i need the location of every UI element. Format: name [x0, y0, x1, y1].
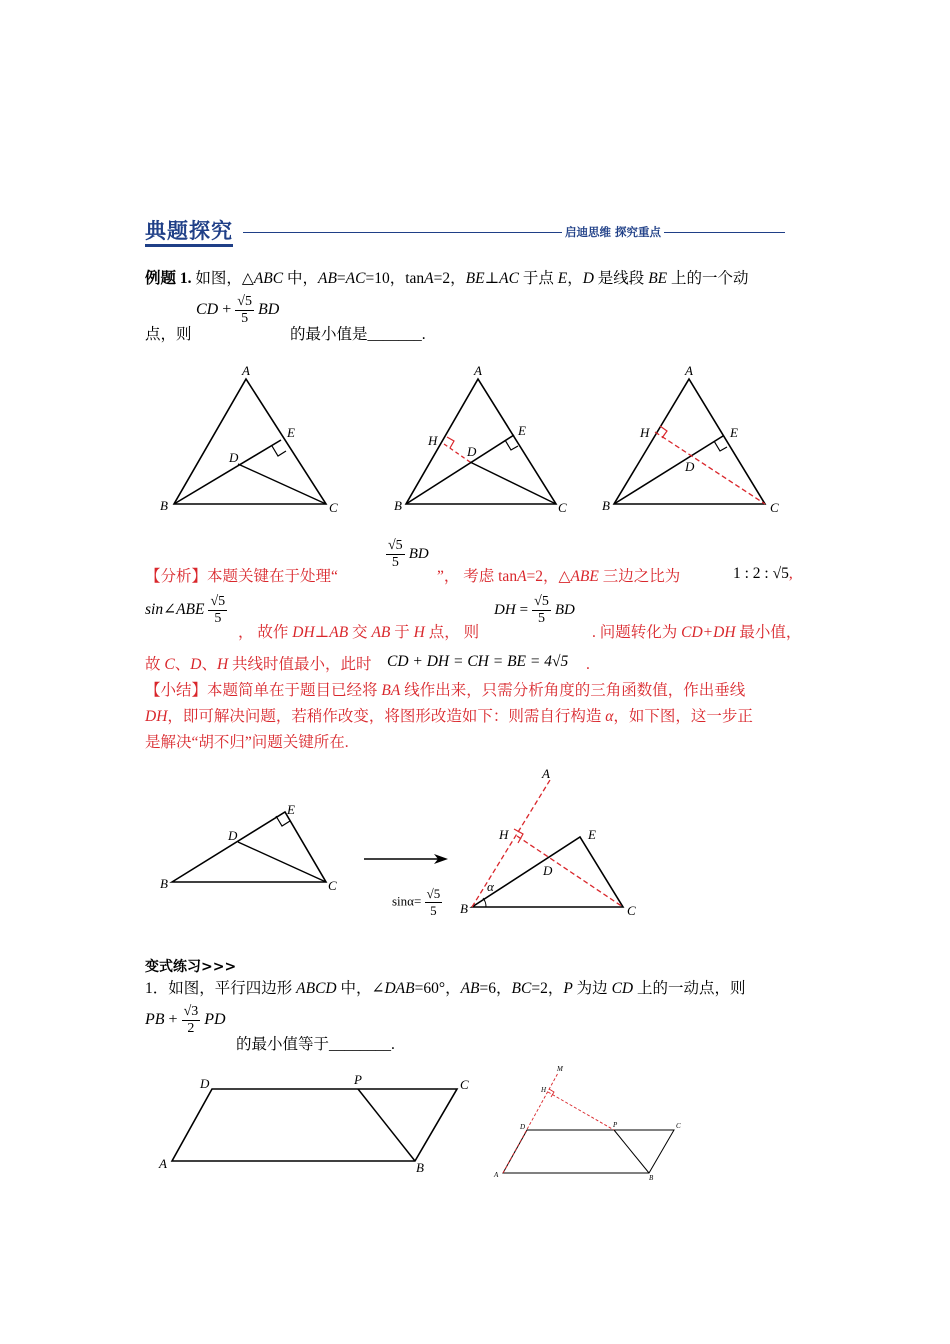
- svg-text:H: H: [499, 827, 509, 842]
- figure-2: [394, 363, 567, 515]
- analysis-line-1-b: ”， 考虑 tanA=2，△ABE 三边之比为: [437, 568, 681, 585]
- example-label: 例题 1.: [145, 270, 192, 287]
- analysis-result-expression: CD + DH = CH = BE = 4√5: [387, 653, 569, 670]
- svg-text:B: B: [602, 498, 610, 513]
- svg-text:C: C: [558, 500, 567, 515]
- analysis-line-2-c: . 问题转化为 CD+DH 最小值，: [592, 624, 802, 641]
- svg-text:E: E: [588, 827, 596, 842]
- svg-text:A: A: [542, 766, 550, 781]
- svg-text:H: H: [428, 433, 438, 448]
- analysis-line-3: 故 C、D、H 共线时值最小，此时: [145, 656, 372, 673]
- figure-3: [602, 363, 779, 515]
- figure-parallelogram-small: [493, 1065, 681, 1182]
- summary-line-3: 是解决“胡不归”问题关键所在.: [145, 734, 349, 751]
- analysis-dh-expression: DH = $\frac{√5}{5}$ BD: [494, 594, 575, 626]
- label-A: A: [242, 363, 250, 378]
- svg-text:E: E: [730, 425, 738, 440]
- summary-line-2: DH，即可解决问题，若稍作改变，将图形改造如下：则需自行构造 α，如下图，这一步正: [145, 708, 753, 725]
- svg-text:H: H: [541, 1086, 547, 1094]
- practice-heading: 变式练习>>>: [145, 959, 237, 975]
- section-title-underline: [145, 244, 233, 247]
- section-rule: [243, 232, 785, 233]
- analysis-line-2: ， 故作 DH⊥AB 交 AB 于 H 点， 则: [238, 624, 480, 641]
- svg-text:C: C: [328, 878, 337, 893]
- svg-text:E: E: [287, 802, 295, 817]
- summary-tag: 【小结】: [145, 682, 208, 699]
- label-D: D: [229, 450, 239, 465]
- svg-text:C: C: [770, 500, 779, 515]
- svg-text:A: A: [474, 363, 482, 378]
- analysis-fraction-1: $\frac{√5}{5}$ BD: [388, 538, 429, 570]
- figure-right-triangle: [460, 766, 636, 918]
- svg-text:B: B: [160, 876, 168, 891]
- svg-text:E: E: [518, 423, 526, 438]
- svg-text:P: P: [613, 1121, 618, 1129]
- analysis-line-1: 【分析】本题关键在于处理“: [145, 568, 338, 585]
- arrow: [364, 854, 448, 864]
- practice-expression: PB + $\frac{√3}{2}$ PD: [145, 1004, 226, 1036]
- svg-text:B: B: [394, 498, 402, 513]
- analysis-line-2-sin: sin∠ABE $\frac{√5}{5}$: [145, 594, 226, 626]
- label-E: E: [287, 425, 295, 440]
- svg-text:A: A: [159, 1156, 167, 1171]
- figure-parallelogram: [158, 1072, 469, 1175]
- svg-text:D: D: [467, 444, 477, 459]
- svg-text:A: A: [685, 363, 693, 378]
- analysis-tag: 【分析】: [145, 568, 208, 585]
- svg-text:P: P: [354, 1072, 362, 1087]
- section-title: 典题探究: [145, 219, 233, 243]
- ratio: 1 : 2 : √5,: [733, 565, 793, 582]
- svg-text:D: D: [543, 863, 553, 878]
- svg-text:A: A: [494, 1171, 499, 1179]
- svg-text:C: C: [627, 903, 636, 918]
- sin-alpha-label: sinα= $\frac{√5}{5}$: [392, 886, 441, 918]
- label-B: B: [160, 498, 168, 513]
- svg-text:D: D: [200, 1076, 210, 1091]
- svg-text:B: B: [416, 1160, 424, 1175]
- svg-text:B: B: [460, 901, 468, 916]
- svg-text:B: B: [649, 1174, 654, 1182]
- parallelogram-figures: [150, 1060, 710, 1190]
- svg-text:C: C: [676, 1122, 681, 1130]
- example-expression: CD + $\frac{√5}{5}$ BD: [196, 294, 280, 326]
- svg-text:D: D: [520, 1123, 526, 1131]
- svg-text:D: D: [228, 828, 238, 843]
- figure-left-triangle: [160, 802, 337, 893]
- svg-text:C: C: [460, 1077, 469, 1092]
- example-line-2-suffix: 的最小值是_______.: [290, 326, 426, 343]
- example-line-2-prefix: 点，则: [145, 326, 192, 343]
- summary-line-1: 【小结】本题简单在于题目已经将 BA 线作出来，只需分析角度的三角函数值，作出垂线: [145, 682, 746, 699]
- svg-text:α: α: [487, 879, 494, 894]
- practice-question-line-2: 的最小值等于________.: [236, 1036, 395, 1053]
- section-subtitle: 启迪思维 探究重点: [562, 224, 664, 240]
- triangle-figures: [150, 360, 830, 520]
- practice-question-line-1: 1．如图，平行四边形 ABCD 中，∠DAB=60°，AB=6，BC=2，P 为边 CD 上的一动点，则: [145, 980, 746, 997]
- svg-text:M: M: [557, 1065, 563, 1073]
- figure-1: [160, 363, 338, 515]
- svg-text:D: D: [685, 459, 695, 474]
- svg-text:H: H: [640, 425, 650, 440]
- example-line-1: 例题 1. 如图，△ABC 中，AB=AC=10，tanA=2，BE⊥AC 于点 E，D 是线段 BE 上的一个动: [145, 270, 749, 287]
- label-C: C: [329, 500, 338, 515]
